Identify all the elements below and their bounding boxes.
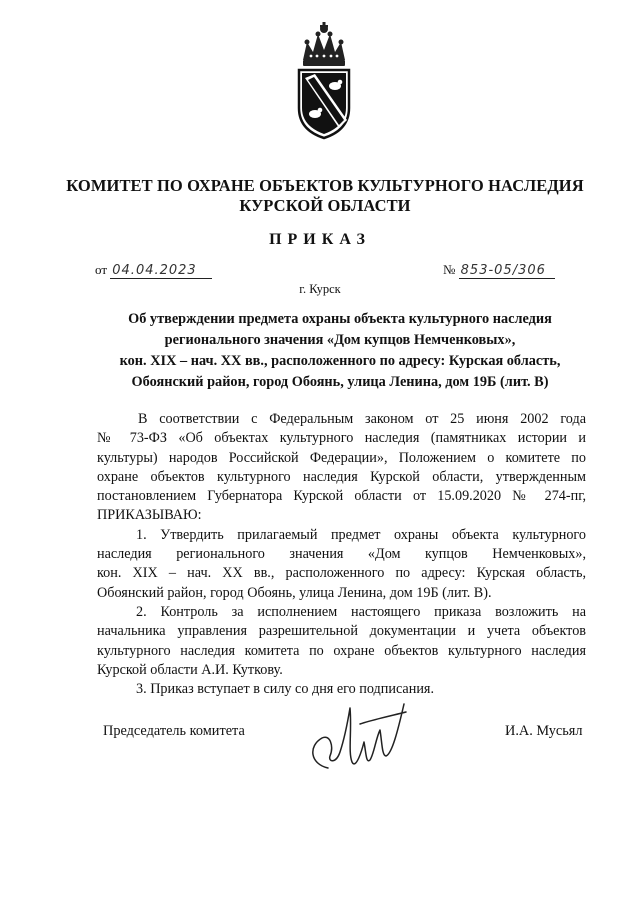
subject-line: Обоянский район, город Обоянь, улица Ленина, дом 19Б (лит. В) xyxy=(131,374,549,390)
item-1-line: наследия регионального значения «Дом купцов Немченковых», xyxy=(97,546,586,563)
preamble-line: № 73-ФЗ «Об объектах культурного наследия (памятниках истории и xyxy=(97,430,586,447)
signatory-position: Председатель комитета xyxy=(103,723,245,739)
organization-title-line-2: КУРСКОЙ ОБЛАСТИ xyxy=(239,196,411,215)
coat-of-arms-emblem xyxy=(293,20,355,140)
subject-line: кон. XIX – нач. XX вв., расположенного по адресу: Курская область, xyxy=(119,353,561,369)
signatory-name: И.А. Мусьял xyxy=(505,723,583,739)
preamble-line: охране объектов культурного наследия Курской области, утвержденным xyxy=(97,468,586,485)
item-2-line: Курской области А.И. Куткову. xyxy=(97,661,283,678)
handwritten-signature xyxy=(300,690,410,790)
item-2-line: культурного наследия комитета по охране объектов культурного наследия xyxy=(97,642,586,659)
preamble-line: культуры) народов Российской Федерации», Положением о комитете по xyxy=(97,449,586,466)
document-body xyxy=(97,410,586,699)
item-3-line: 3. Приказ вступает в силу со дня его подписания. xyxy=(136,681,434,698)
document-type-title: ПРИКАЗ xyxy=(269,231,371,248)
date-field xyxy=(95,262,212,279)
date-prefix: от xyxy=(95,262,108,277)
subject-line: регионального значения «Дом купцов Немченковых», xyxy=(164,332,516,348)
preamble-line: В соответствии с Федеральным законом от 25 июня 2002 года xyxy=(138,411,586,427)
item-1-line: Обоянский район, город Обоянь, улица Ленина, дом 19Б (лит. В). xyxy=(97,584,492,601)
item-2-line: начальника управления разрешительной документации и учета объектов xyxy=(97,623,586,640)
document-subject xyxy=(95,309,585,393)
organization-title-line-1: КОМИТЕТ ПО ОХРАНЕ ОБЪЕКТОВ КУЛЬТУРНОГО НАСЛЕДИЯ xyxy=(66,176,584,195)
subject-line: Об утверждении предмета охраны объекта культурного наследия xyxy=(128,311,552,327)
item-1-line: 1. Утвердить прилагаемый предмет охраны объекта культурного xyxy=(136,526,586,543)
preamble-line: постановлением Губернатора Курской области от 15.09.2020 № 274-пг, xyxy=(97,488,586,505)
preamble-line: ПРИКАЗЫВАЮ: xyxy=(97,507,202,524)
item-2-line: 2. Контроль за исполнением настоящего приказа возложить на xyxy=(136,603,586,620)
number-handwritten: 853-05/306 xyxy=(459,263,555,279)
item-1-line: кон. XIX – нач. XX вв., расположенного по адресу: Курская область, xyxy=(97,565,586,582)
number-field xyxy=(443,262,555,279)
number-prefix: № xyxy=(443,262,456,277)
date-handwritten: 04.04.2023 xyxy=(110,263,212,279)
city-label: г. Курск xyxy=(299,282,341,296)
